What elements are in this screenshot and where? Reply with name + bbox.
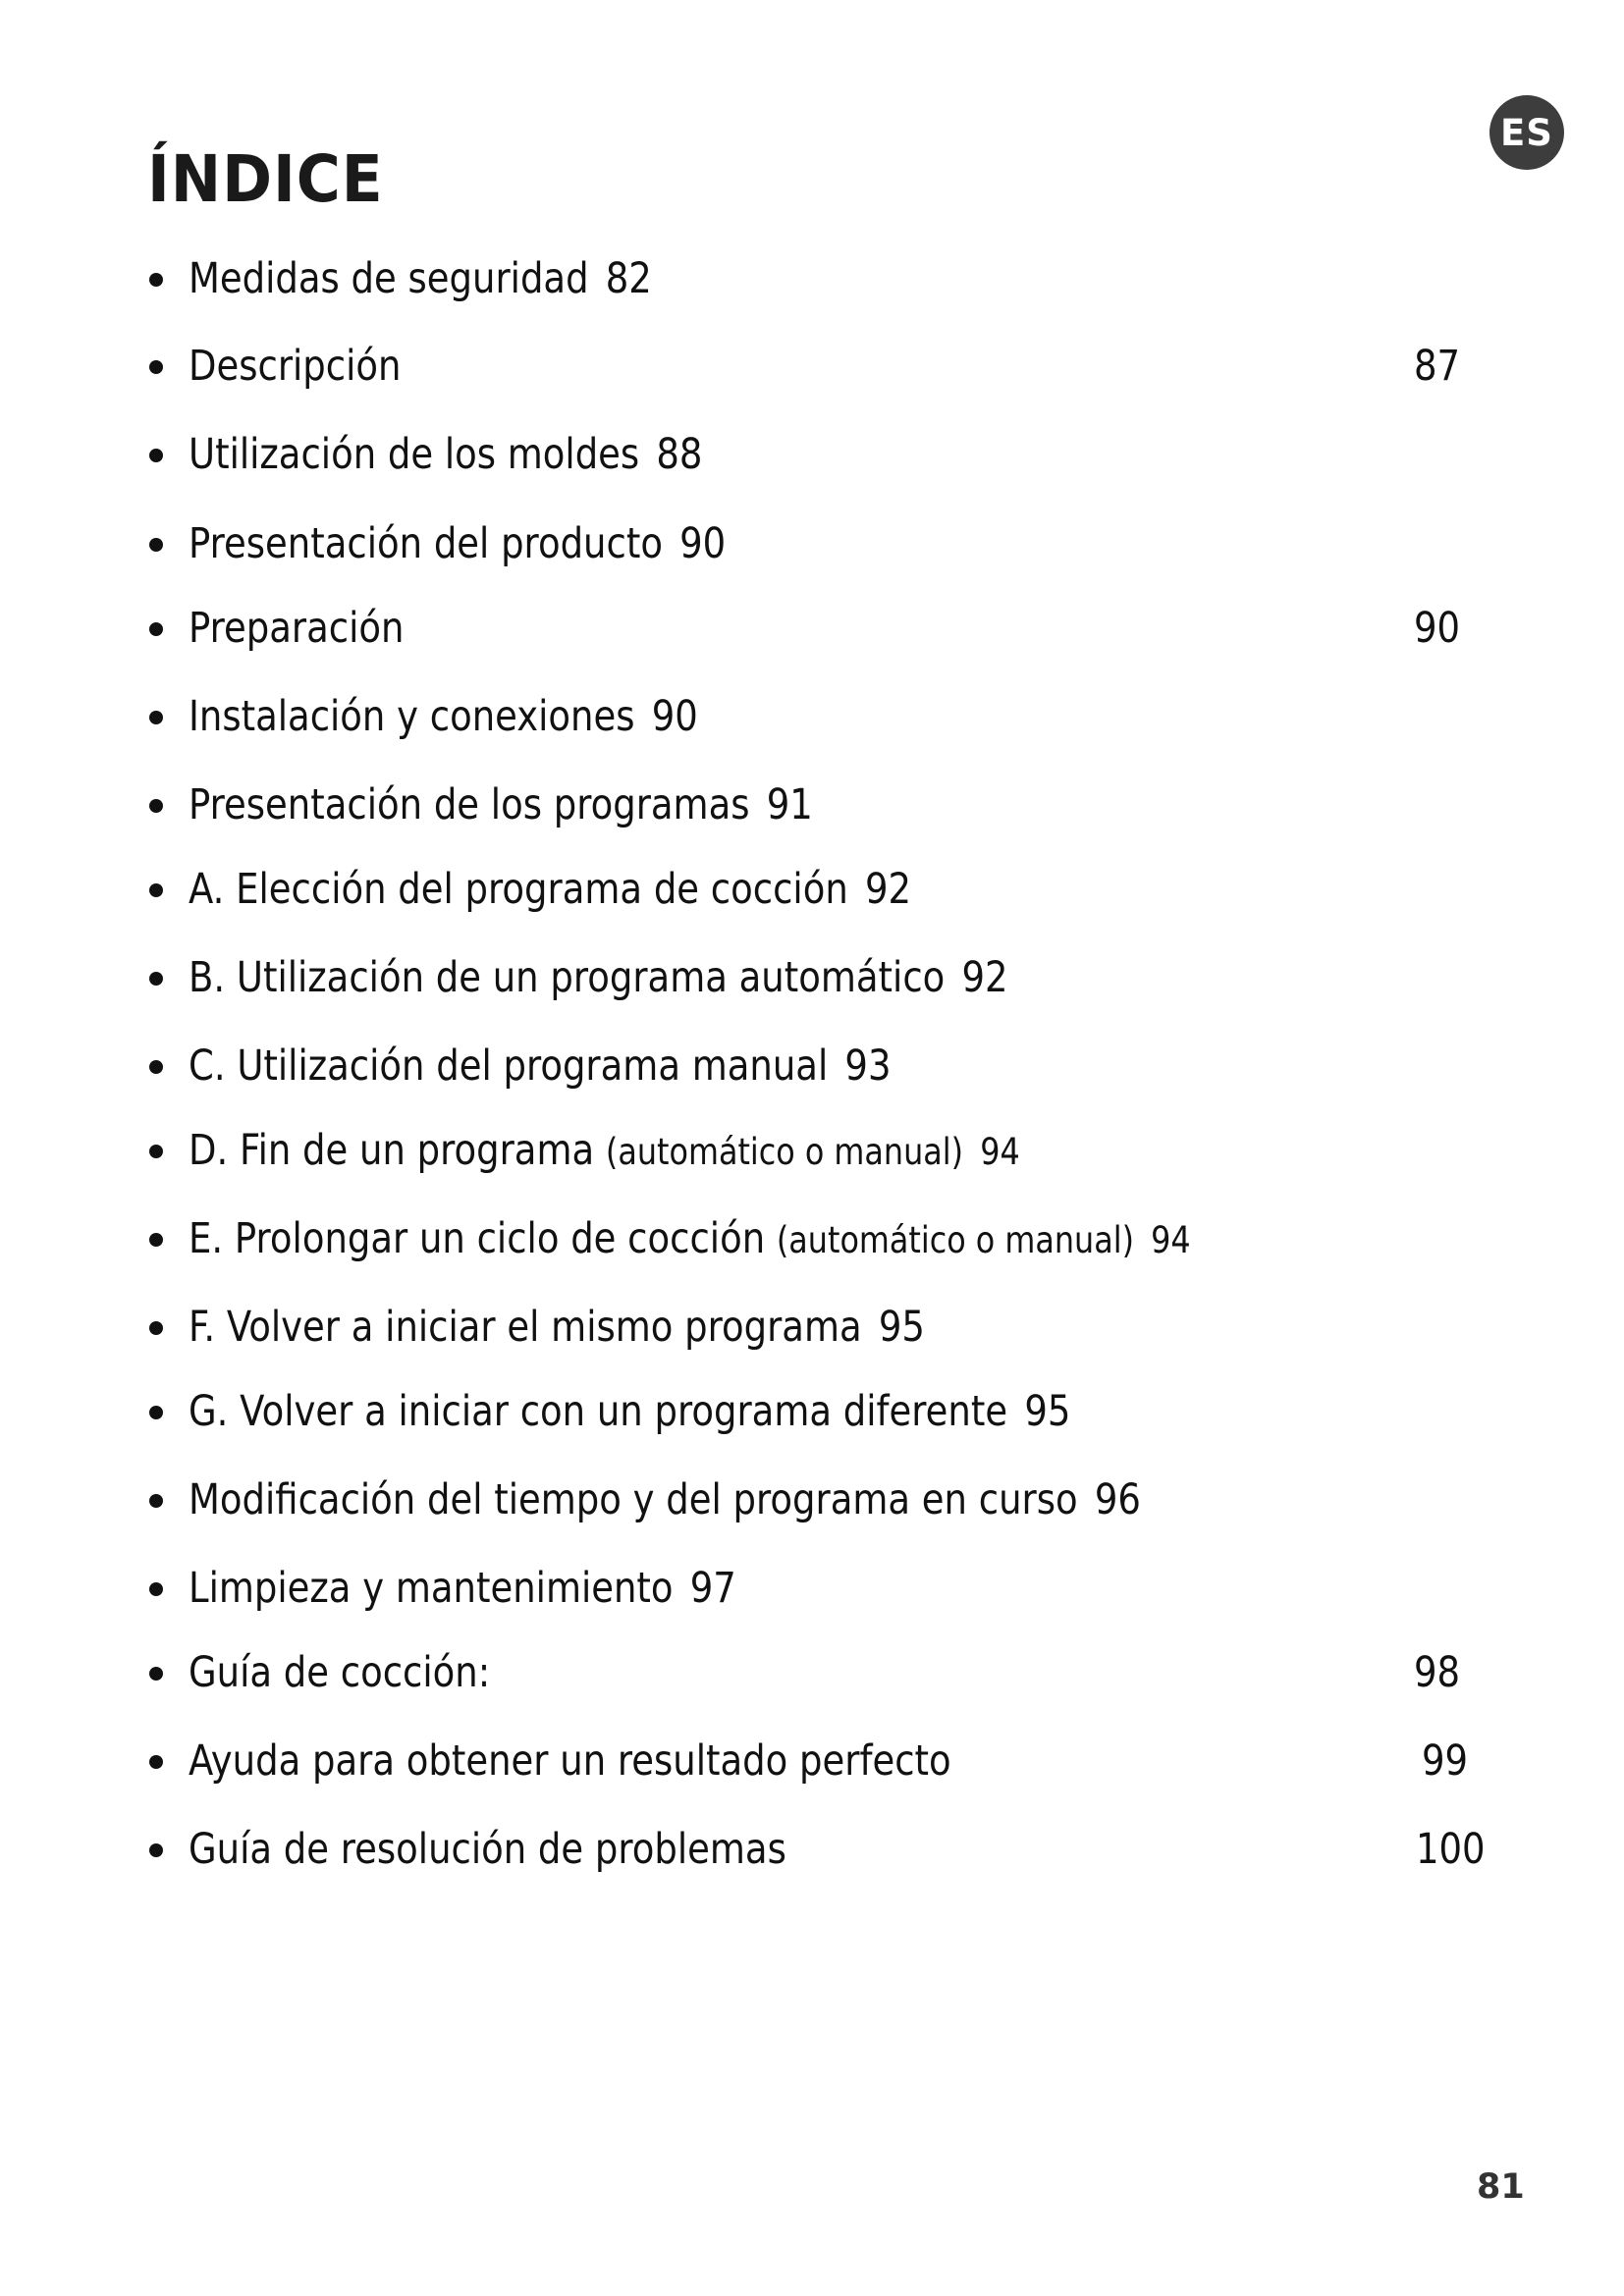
language-badge: ES bbox=[1489, 95, 1564, 170]
page-title: ÍNDICE bbox=[147, 141, 384, 217]
toc-item-page: 94 bbox=[1151, 1219, 1191, 1261]
toc-item-note: (automático o manual) bbox=[776, 1219, 1134, 1261]
toc-item-label: Preparación bbox=[189, 604, 405, 653]
bullet-icon bbox=[149, 622, 163, 636]
toc-item-page: 90 bbox=[1414, 604, 1461, 653]
toc-item-label: Instalación y conexiones bbox=[189, 692, 635, 741]
bullet-icon bbox=[149, 883, 163, 897]
bullet-icon bbox=[149, 1321, 163, 1335]
toc-item-label: Medidas de seguridad bbox=[189, 254, 589, 303]
toc-item-page: 82 bbox=[605, 254, 652, 303]
toc-item-modificacion-tiempo[interactable] bbox=[147, 1470, 1502, 1529]
bullet-icon bbox=[149, 360, 163, 374]
toc-item-label: G. Volver a iniciar con un programa diferente bbox=[189, 1387, 1008, 1436]
toc-item-page: 88 bbox=[656, 430, 703, 479]
toc-item-page: 87 bbox=[1414, 342, 1461, 391]
toc-item-label: Limpieza y mantenimiento bbox=[189, 1564, 674, 1613]
toc-item-page: 92 bbox=[864, 865, 912, 914]
toc-item-label: Presentación del producto bbox=[189, 519, 663, 568]
bullet-icon bbox=[149, 1843, 163, 1857]
toc-item-limpieza[interactable] bbox=[147, 1559, 1502, 1618]
toc-item-label: Presentación de los programas bbox=[189, 780, 750, 829]
toc-item-a-eleccion-programa[interactable] bbox=[147, 860, 1502, 919]
bullet-icon bbox=[149, 1755, 163, 1769]
toc-item-label: Modificación del tiempo y del programa en curso bbox=[189, 1475, 1078, 1524]
toc-item-presentacion-producto[interactable] bbox=[147, 514, 1502, 573]
toc-item-page: 95 bbox=[1024, 1387, 1071, 1436]
toc-item-c-programa-manual[interactable] bbox=[147, 1037, 1502, 1095]
toc-item-label: C. Utilización del programa manual bbox=[189, 1041, 829, 1091]
toc-item-page: 90 bbox=[651, 692, 698, 741]
toc-item-page: 90 bbox=[679, 519, 727, 568]
toc-item-descripcion[interactable] bbox=[147, 337, 1502, 396]
toc-item-page: 100 bbox=[1416, 1825, 1486, 1874]
toc-item-ayuda-resultado[interactable] bbox=[147, 1732, 1502, 1790]
toc-item-page: 97 bbox=[689, 1564, 736, 1613]
toc-item-label: Ayuda para obtener un resultado perfecto bbox=[189, 1736, 951, 1786]
toc-item-page: 95 bbox=[878, 1303, 925, 1352]
bullet-icon bbox=[149, 799, 163, 813]
bullet-icon bbox=[149, 1406, 163, 1419]
toc-item-page: 91 bbox=[766, 780, 813, 829]
bullet-icon bbox=[149, 711, 163, 724]
toc-item-f-volver-mismo[interactable] bbox=[147, 1298, 1502, 1357]
bullet-icon bbox=[149, 972, 163, 986]
toc-item-label: Guía de cocción: bbox=[189, 1648, 491, 1697]
page-number: 81 bbox=[1477, 2167, 1525, 2207]
toc-item-label: A. Elección del programa de cocción bbox=[189, 865, 848, 914]
toc-item-g-volver-diferente[interactable] bbox=[147, 1382, 1502, 1441]
toc-item-guia-problemas[interactable] bbox=[147, 1820, 1502, 1879]
toc-item-label: F. Volver a iniciar el mismo programa bbox=[189, 1303, 862, 1352]
bullet-icon bbox=[149, 1582, 163, 1596]
bullet-icon bbox=[149, 1145, 163, 1158]
toc-item-label: E. Prolongar un ciclo de cocción bbox=[189, 1214, 766, 1263]
bullet-icon bbox=[149, 1233, 163, 1247]
toc-item-label: Descripción bbox=[189, 342, 402, 391]
toc-item-label: D. Fin de un programa bbox=[189, 1126, 595, 1175]
toc-item-medidas-seguridad[interactable] bbox=[147, 249, 1502, 308]
toc-item-page: 94 bbox=[980, 1131, 1020, 1173]
bullet-icon bbox=[149, 449, 163, 462]
bullet-icon bbox=[149, 273, 163, 287]
toc-item-page: 96 bbox=[1094, 1475, 1141, 1524]
toc-item-page: 99 bbox=[1422, 1736, 1469, 1786]
toc-item-page: 98 bbox=[1414, 1648, 1461, 1697]
toc-item-page: 92 bbox=[961, 953, 1008, 1002]
bullet-icon bbox=[149, 1667, 163, 1681]
toc-item-e-prolongar-ciclo[interactable] bbox=[147, 1209, 1502, 1268]
toc-item-presentacion-programas[interactable] bbox=[147, 775, 1502, 834]
toc-item-b-programa-automatico[interactable] bbox=[147, 948, 1502, 1007]
bullet-icon bbox=[149, 1494, 163, 1508]
toc-item-label: B. Utilización de un programa automático bbox=[189, 953, 946, 1002]
toc-item-label: Guía de resolución de problemas bbox=[189, 1825, 786, 1874]
toc-item-d-fin-programa[interactable] bbox=[147, 1121, 1502, 1180]
bullet-icon bbox=[149, 538, 163, 552]
toc-item-guia-coccion[interactable] bbox=[147, 1643, 1502, 1702]
toc-item-page: 93 bbox=[844, 1041, 892, 1091]
toc-item-utilizacion-moldes[interactable] bbox=[147, 425, 1502, 484]
toc-item-instalacion-conexiones[interactable] bbox=[147, 687, 1502, 746]
toc-item-preparacion[interactable] bbox=[147, 599, 1502, 658]
bullet-icon bbox=[149, 1060, 163, 1074]
toc-item-note: (automático o manual) bbox=[605, 1131, 964, 1173]
toc-item-label: Utilización de los moldes bbox=[189, 430, 640, 479]
